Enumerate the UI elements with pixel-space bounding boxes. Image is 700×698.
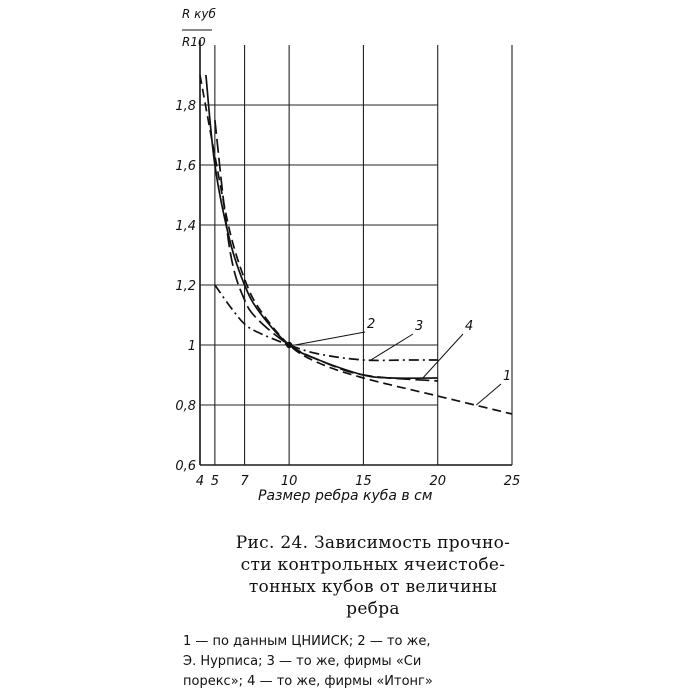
legend-line-1: 1 — по данным ЦНИИСК; 2 — то же, — [183, 634, 431, 649]
curve-label-2: 2 — [367, 317, 376, 332]
legend — [183, 632, 563, 692]
curve-label-3: 3 — [415, 319, 424, 334]
y-axis-label-bottom: R10 — [182, 35, 206, 49]
curve-label-4: 4 — [465, 319, 474, 334]
legend-line-3: порекс»; 4 — то же, фирмы «Итонг» — [183, 674, 433, 689]
x-tick-label: 15 — [355, 474, 372, 489]
series-group — [200, 75, 512, 414]
curve-label-leader-2 — [295, 332, 365, 345]
y-tick-label: 1,8 — [175, 99, 196, 114]
x-tick-label: 4 — [195, 474, 205, 489]
curve-label-leader-1 — [476, 384, 501, 405]
x-tick-label: 7 — [240, 474, 249, 489]
y-axis-label-top: R куб — [182, 7, 216, 21]
x-axis-label: Размер ребра куба в см — [258, 488, 433, 504]
y-tick-label: 1,6 — [175, 159, 196, 174]
grid — [200, 40, 512, 465]
caption-line-2: сти контрольных ячеистобе- — [240, 555, 506, 575]
series-line-1 — [200, 75, 512, 414]
tick-labels — [175, 99, 520, 489]
x-tick-label: 20 — [429, 474, 446, 489]
series-line-2 — [206, 75, 438, 378]
x-tick-label: 5 — [210, 474, 219, 489]
caption-line-1: Рис. 24. Зависимость прочно- — [235, 533, 511, 553]
curve-label-leader-3 — [371, 334, 413, 360]
legend-line-2: Э. Нурписа; 3 — то же, фирмы «Си — [183, 654, 422, 669]
x-tick-label: 25 — [503, 474, 521, 489]
y-tick-label: 1,2 — [175, 279, 196, 294]
series-line-4 — [215, 120, 438, 381]
caption-line-4: ребра — [346, 599, 400, 619]
y-tick-label: 0,6 — [175, 459, 196, 474]
common-point-marker — [286, 342, 292, 348]
y-tick-label: 1,4 — [175, 219, 196, 234]
y-tick-label: 1 — [187, 339, 196, 354]
series-line-3 — [215, 285, 438, 360]
curve-label-1: 1 — [503, 369, 512, 384]
y-tick-label: 0,8 — [175, 399, 196, 414]
caption-line-3: тонных кубов от величины — [248, 577, 498, 597]
figure-caption — [183, 532, 563, 620]
curve-label-leader-4 — [423, 334, 463, 378]
x-tick-label: 10 — [280, 474, 298, 489]
curve-labels — [295, 317, 511, 405]
